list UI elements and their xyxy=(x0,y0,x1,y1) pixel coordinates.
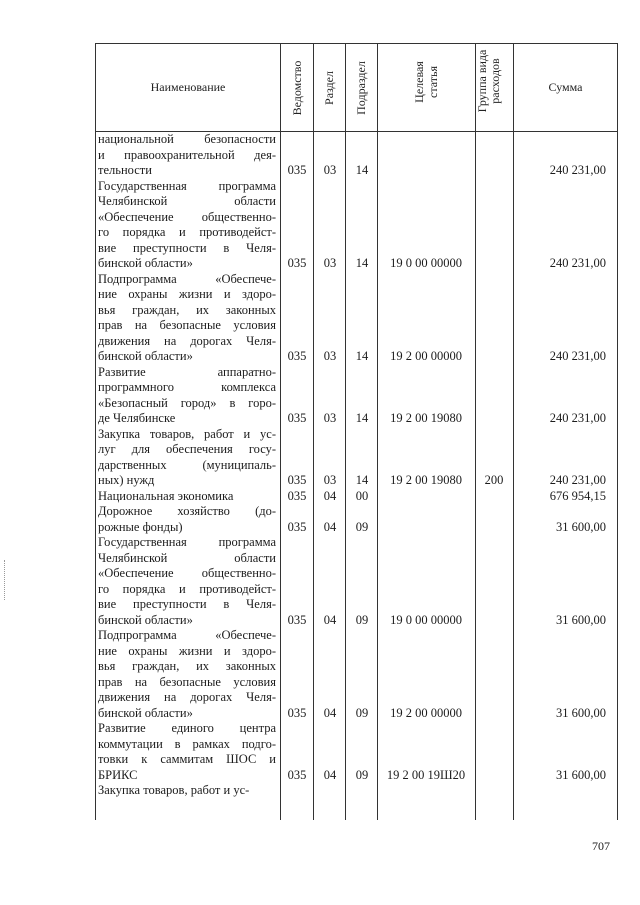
row-name-line: ние охраны жизни и здоро- xyxy=(98,287,276,301)
row-celevaya: 19 2 00 19080 xyxy=(390,473,462,487)
col-border xyxy=(95,43,96,820)
row-summa: 31 600,00 xyxy=(556,767,606,782)
row-razdel: 03 xyxy=(323,349,337,363)
row-summa: 240 231,00 xyxy=(549,473,606,487)
header-gruppa-line2: расходов xyxy=(488,58,502,104)
row-name-line: бинской области» xyxy=(98,349,193,363)
header-razdel: Раздел xyxy=(322,71,336,105)
row-summa: 240 231,00 xyxy=(549,349,606,363)
row-podrazdel: 14 xyxy=(355,163,369,177)
header-podrazdel: Подраздел xyxy=(354,61,368,115)
row-podrazdel: 09 xyxy=(355,519,369,534)
row-podrazdel: 09 xyxy=(355,705,369,720)
col-border xyxy=(475,43,476,820)
row-podrazdel: 14 xyxy=(355,256,369,270)
row-name-line: «Обеспечение общественно- xyxy=(98,209,276,224)
row-name-line: Развитие единого центра xyxy=(98,721,276,735)
row-ved: 035 xyxy=(287,612,307,627)
col-border xyxy=(377,43,378,820)
row-name-line: де Челябинске xyxy=(98,411,176,425)
row-summa: 240 231,00 xyxy=(549,411,606,425)
row-name-line: Челябинской области xyxy=(98,550,276,565)
col-border xyxy=(345,43,346,820)
row-razdel: 04 xyxy=(323,519,337,534)
row-name-line: ние охраны жизни и здоро- xyxy=(98,643,276,658)
row-name-line: вья граждан, их законных xyxy=(98,659,276,673)
row-razdel: 03 xyxy=(323,411,337,425)
row-razdel: 04 xyxy=(323,767,337,782)
row-name-line: вья граждан, их законных xyxy=(98,302,276,317)
row-celevaya: 19 2 00 00000 xyxy=(390,349,462,363)
row-name-line: ных) нужд xyxy=(98,473,155,487)
margin-mark xyxy=(4,560,7,600)
row-name-line: БРИКС xyxy=(98,767,138,782)
col-border xyxy=(617,43,618,820)
row-name-line: товки к саммитам ШОС и xyxy=(98,752,276,766)
row-name-line: го порядка и противодейст- xyxy=(98,225,276,239)
row-summa: 31 600,00 xyxy=(556,612,606,627)
row-name-line: Закупка товаров, работ и ус- xyxy=(98,426,276,441)
row-ved: 035 xyxy=(287,411,307,425)
row-razdel: 03 xyxy=(323,256,337,270)
row-podrazdel: 00 xyxy=(355,488,369,503)
row-name-line: прав на безопасные условия xyxy=(98,318,276,332)
row-name-line: «Безопасный город» в горо- xyxy=(98,395,276,410)
row-name-line: Государственная программа xyxy=(98,178,276,193)
row-podrazdel: 09 xyxy=(355,612,369,627)
row-celevaya: 19 2 00 19Ш20 xyxy=(386,767,466,782)
row-summa: 676 954,15 xyxy=(549,488,606,503)
header-gruppa xyxy=(476,41,502,121)
row-name-line: Подпрограмма «Обеспече- xyxy=(98,271,276,286)
row-name-line: рожные фонды) xyxy=(98,519,183,534)
header-summa: Сумма xyxy=(548,80,583,94)
row-name-line: «Обеспечение общественно- xyxy=(98,566,276,580)
col-border xyxy=(313,43,314,820)
row-summa: 240 231,00 xyxy=(549,256,606,270)
row-name-line: программного комплекса xyxy=(98,380,276,394)
row-gruppa: 200 xyxy=(484,473,504,487)
row-ved: 035 xyxy=(287,767,307,782)
row-name-line: Подпрограмма «Обеспече- xyxy=(98,628,276,642)
row-podrazdel: 09 xyxy=(355,767,369,782)
header-celevaya xyxy=(412,50,440,114)
header-celevaya-line2: статья xyxy=(426,66,440,98)
row-name-line: дарственных (муниципаль- xyxy=(98,457,276,472)
row-ved: 035 xyxy=(287,163,307,177)
row-ved: 035 xyxy=(287,488,307,503)
row-name-line: движения на дорогах Челя- xyxy=(98,690,276,704)
row-name-line: тельности xyxy=(98,163,152,177)
row-razdel: 04 xyxy=(323,612,337,627)
row-razdel: 04 xyxy=(323,488,337,503)
header-name: Наименование xyxy=(150,80,226,94)
row-razdel: 03 xyxy=(323,473,337,487)
header-gruppa-line1: Группа вида xyxy=(475,49,489,113)
row-name-line: национальной безопасности xyxy=(98,132,276,146)
row-celevaya: 19 2 00 19080 xyxy=(390,411,462,425)
row-name-line: прав на безопасные условия xyxy=(98,674,276,689)
col-border xyxy=(513,43,514,820)
row-summa: 240 231,00 xyxy=(549,163,606,177)
row-name-line: Национальная экономика xyxy=(98,488,234,503)
col-border xyxy=(280,43,281,820)
row-name-line: бинской области» xyxy=(98,705,193,720)
row-celevaya: 19 0 00 00000 xyxy=(390,256,462,270)
page-number: 707 xyxy=(592,839,610,853)
row-name-line: Челябинской области xyxy=(98,194,276,208)
row-summa: 31 600,00 xyxy=(556,519,606,534)
row-name-line: бинской области» xyxy=(98,612,193,627)
row-name-line: Дорожное хозяйство (до- xyxy=(98,504,276,518)
row-name-line: бинской области» xyxy=(98,256,193,270)
row-ved: 035 xyxy=(287,519,307,534)
row-name-line: Закупка товаров, работ и ус- xyxy=(98,783,250,797)
row-celevaya: 19 2 00 00000 xyxy=(390,705,462,720)
row-name-line: Государственная программа xyxy=(98,535,276,549)
row-ved: 035 xyxy=(287,256,307,270)
row-name-line: движения на дорогах Челя- xyxy=(98,333,276,348)
header-celevaya-line1: Целевая xyxy=(412,61,426,103)
table-top-border xyxy=(95,43,617,44)
row-name-line: Развитие аппаратно- xyxy=(98,364,276,379)
row-summa: 31 600,00 xyxy=(556,705,606,720)
row-name-line: вие преступности в Челя- xyxy=(98,597,276,611)
row-name-line: и правоохранительной дея- xyxy=(98,147,276,162)
row-name-line: коммутации в рамках подго- xyxy=(98,736,276,751)
row-ved: 035 xyxy=(287,705,307,720)
row-podrazdel: 14 xyxy=(355,349,369,363)
row-razdel: 03 xyxy=(323,163,337,177)
row-name-line: луг для обеспечения госу- xyxy=(98,442,276,456)
row-celevaya: 19 0 00 00000 xyxy=(390,612,462,627)
row-ved: 035 xyxy=(287,473,307,487)
row-name-line: го порядка и противодейст- xyxy=(98,581,276,596)
row-razdel: 04 xyxy=(323,705,337,720)
row-name-line: вие преступности в Челя- xyxy=(98,240,276,255)
header-ved: Ведомство xyxy=(290,60,304,116)
row-ved: 035 xyxy=(287,349,307,363)
row-podrazdel: 14 xyxy=(355,473,369,487)
row-podrazdel: 14 xyxy=(355,411,369,425)
